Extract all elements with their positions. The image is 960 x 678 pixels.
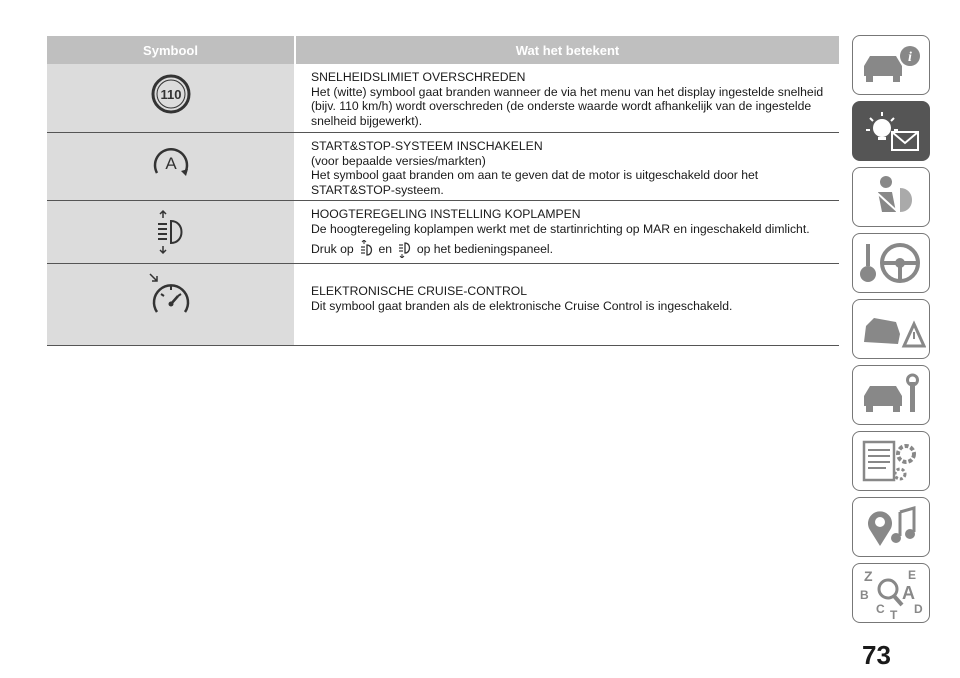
svg-text:D: D <box>914 602 923 616</box>
multimedia-icon <box>856 502 926 552</box>
speed-limit-value: 110 <box>160 87 181 102</box>
row-text: Het (witte) symbool gaat branden wanneer de via het menu van het display ingestelde snelheid <box>311 84 824 99</box>
row-text: Dit symbool gaat branden als de elektronische Cruise Control is ingeschakeld. <box>311 298 733 313</box>
row-text: START&STOP-systeem. <box>311 182 444 197</box>
row-text: De hoogteregeling koplampen werkt met de startinrichting op MAR en ingeschakeld dimlicht. <box>311 221 810 236</box>
press-middle: en <box>378 242 393 256</box>
table-header <box>47 36 839 64</box>
speed-limit-110-icon <box>149 72 193 116</box>
row-title: ELEKTRONISCHE CRUISE-CONTROL <box>311 284 528 298</box>
row-title: SNELHEIDSLIMIET OVERSCHREDEN <box>311 70 526 84</box>
meaning-cell <box>296 201 839 263</box>
table-row <box>47 64 839 133</box>
warning-lights-icon <box>856 106 926 156</box>
tab-index[interactable] <box>852 563 930 623</box>
row-title: HOOGTEREGELING INSTELLING KOPLAMPEN <box>311 207 581 221</box>
meaning-cell <box>296 264 839 345</box>
tab-multimedia[interactable] <box>852 497 930 557</box>
tab-warning-lights[interactable] <box>852 101 930 161</box>
tab-starting-driving[interactable] <box>852 233 930 293</box>
chapter-sidebar <box>852 35 934 629</box>
table-row <box>47 201 839 264</box>
starting-driving-icon <box>856 238 926 288</box>
technical-data-icon <box>856 436 926 486</box>
start-stop-icon <box>148 141 194 185</box>
header-symbol: Symbool <box>47 36 296 64</box>
svg-text:A: A <box>902 583 915 603</box>
cruise-control-icon <box>145 272 197 320</box>
meaning-cell <box>296 64 839 132</box>
svg-text:C: C <box>876 602 885 616</box>
svg-text:Z: Z <box>864 568 873 584</box>
svg-text:T: T <box>890 608 898 621</box>
emergency-icon <box>856 304 926 354</box>
press-suffix: op het bedieningspaneel. <box>416 242 554 256</box>
symbol-cell <box>47 64 296 132</box>
symbol-cell <box>47 201 296 263</box>
symbol-cell <box>47 264 296 345</box>
symbol-cell <box>47 133 296 200</box>
row-title: START&STOP-SYSTEEM INSCHAKELEN <box>311 139 543 153</box>
table-row <box>47 133 839 201</box>
headlight-down-icon <box>396 240 412 258</box>
header-meaning: Wat het betekent <box>515 42 620 58</box>
row-text-press <box>311 240 829 258</box>
row-text: Het symbool gaat branden om aan te geven dat de motor is uitgeschakeld door het <box>311 168 759 182</box>
table-row <box>47 264 839 346</box>
row-text: snelheid bijgewerkt). <box>311 113 423 128</box>
tab-car-info[interactable] <box>852 35 930 95</box>
page-number: 73 <box>862 640 891 670</box>
svg-text:i: i <box>908 50 912 65</box>
row-text: (bijv. 110 km/h) wordt overschreden (de onderste waarde wordt afhankelijk van de ingestelde <box>311 99 812 113</box>
index-icon <box>856 565 926 621</box>
warning-lights-table <box>47 36 839 346</box>
headlight-leveling-icon <box>149 209 193 255</box>
row-text: (voor bepaalde versies/markten) <box>311 153 486 168</box>
tab-emergency[interactable] <box>852 299 930 359</box>
maintenance-icon <box>856 370 926 420</box>
headlight-up-icon <box>358 240 374 258</box>
tab-maintenance[interactable] <box>852 365 930 425</box>
tab-technical-data[interactable] <box>852 431 930 491</box>
start-stop-letter: A <box>164 154 177 173</box>
meaning-cell <box>296 133 839 200</box>
press-prefix: Druk op <box>311 242 354 256</box>
svg-text:B: B <box>860 588 869 602</box>
tab-safety[interactable] <box>852 167 930 227</box>
svg-text:E: E <box>908 568 917 582</box>
safety-airbag-icon <box>856 172 926 222</box>
car-info-icon <box>856 40 926 90</box>
